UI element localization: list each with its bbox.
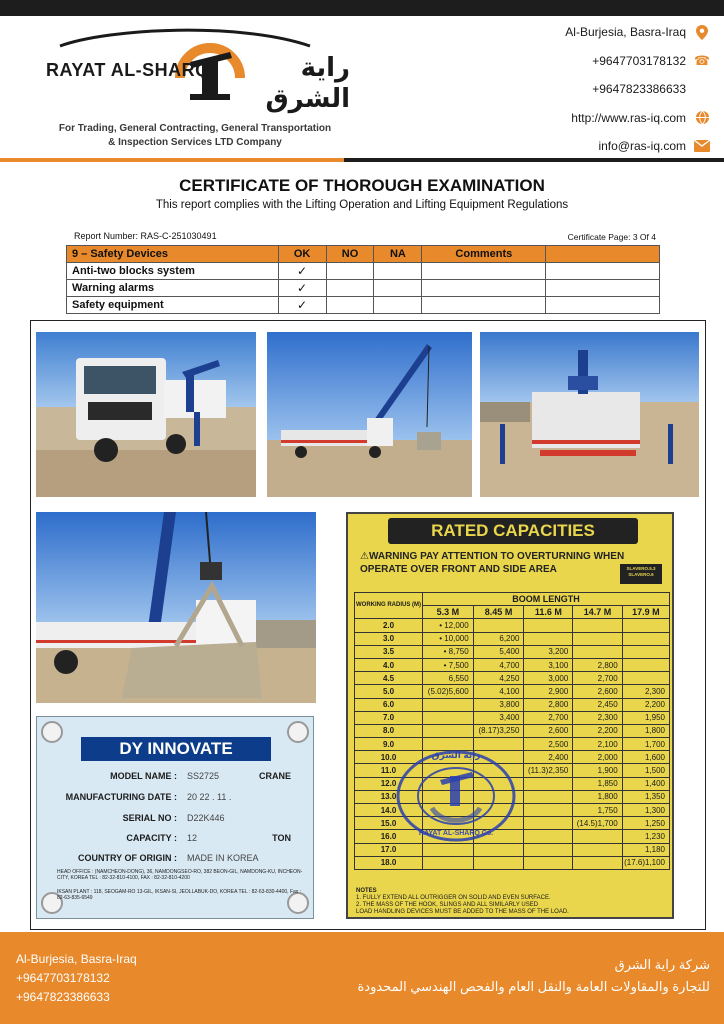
capacity-value: 1,300 xyxy=(622,804,669,817)
capacity-radius: 17.0 xyxy=(355,843,423,856)
capacity-value: 2,200 xyxy=(573,724,622,737)
capacity-value: 1,700 xyxy=(622,738,669,751)
capacity-value xyxy=(622,632,669,645)
plate-field-suffix: TON xyxy=(272,833,291,843)
row-no xyxy=(326,263,374,280)
photo-crane-lifting xyxy=(267,332,472,497)
plate-field xyxy=(57,792,297,802)
row-ok-check: ✓ xyxy=(278,280,326,297)
capacity-notes xyxy=(356,888,668,916)
capacity-plate-title: RATED CAPACITIES xyxy=(388,518,638,544)
photo-truck-front xyxy=(36,332,256,497)
capacity-row xyxy=(355,645,670,658)
capacity-value: 2,500 xyxy=(524,738,573,751)
capacity-value xyxy=(524,817,573,830)
row-extra xyxy=(546,297,660,314)
blank-icon-spacer xyxy=(694,81,710,97)
capacity-value: • 8,750 xyxy=(423,645,474,658)
capacity-value: 1,900 xyxy=(573,764,622,777)
contact-phone-1[interactable] xyxy=(510,47,710,76)
footer-phone-2[interactable]: +9647823386633 xyxy=(16,990,110,1004)
capacity-value: 2,300 xyxy=(622,685,669,698)
header-empty xyxy=(546,246,660,263)
capacity-value xyxy=(622,619,669,632)
capacity-value: 2,700 xyxy=(524,711,573,724)
top-bar xyxy=(0,0,724,16)
capacity-value xyxy=(524,777,573,790)
location-pin-icon xyxy=(694,24,710,40)
contact-website[interactable] xyxy=(510,104,710,133)
header-divider-dark xyxy=(344,158,724,162)
capacity-value: 2,000 xyxy=(573,751,622,764)
footer-contacts xyxy=(16,950,137,1007)
bolt-icon xyxy=(41,721,63,743)
row-item: Warning alarms xyxy=(67,280,279,297)
plate-field-value: MADE IN KOREA xyxy=(187,853,259,863)
stamp-english-text: RAYAT AL-SHARQ Co. xyxy=(418,830,494,837)
capacity-row xyxy=(355,724,670,737)
capacity-value xyxy=(524,830,573,843)
capacity-value xyxy=(524,856,573,869)
capacity-value: • 12,000 xyxy=(423,619,474,632)
capacity-value: 1,350 xyxy=(622,790,669,803)
logo-text-english: RAYAT AL-SHARQ xyxy=(46,60,210,80)
row-na xyxy=(374,280,422,297)
capacity-value xyxy=(622,672,669,685)
globe-icon xyxy=(694,110,710,126)
row-ok-check: ✓ xyxy=(278,263,326,280)
capacity-radius: 18.0 xyxy=(355,856,423,869)
capacity-radius: 5.0 xyxy=(355,685,423,698)
capacity-value: 6,200 xyxy=(473,632,524,645)
capacity-radius: 9.0 xyxy=(355,738,423,751)
capacity-radius: 2.0 xyxy=(355,619,423,632)
plate-field-value: 12 xyxy=(187,833,198,843)
row-comments xyxy=(422,297,546,314)
plate-field-suffix: CRANE xyxy=(258,771,291,781)
footer-address: Al-Burjesia, Basra-Iraq xyxy=(16,952,137,966)
capacity-value xyxy=(573,843,622,856)
plate-field-value: 20 22 . 11 . xyxy=(187,792,232,802)
capacity-value: 2,800 xyxy=(524,698,573,711)
capacity-radius: 4.0 xyxy=(355,658,423,671)
logo-tagline-line-1: For Trading, General Contracting, General Transportation xyxy=(58,123,332,134)
capacity-radius: 15.0 xyxy=(355,817,423,830)
contact-address xyxy=(510,18,710,47)
header-comments: Comments xyxy=(422,246,546,263)
photo-load-test xyxy=(36,512,316,703)
footer-phone-1[interactable]: +9647703178132 xyxy=(16,971,110,985)
capacity-value: 3,800 xyxy=(473,698,524,711)
header-section: 9 – Safety Devices xyxy=(67,246,279,263)
capacity-value: 4,250 xyxy=(473,672,524,685)
safety-devices-table xyxy=(66,245,660,314)
crane-name-plate xyxy=(36,716,314,919)
capacity-value: 3,100 xyxy=(524,658,573,671)
capacity-value: 1,180 xyxy=(622,843,669,856)
contact-phone-1-text[interactable]: +9647703178132 xyxy=(592,53,686,68)
header-ok: OK xyxy=(278,246,326,263)
document-title: CERTIFICATE OF THOROUGH EXAMINATION xyxy=(179,176,545,195)
capacity-radius: 14.0 xyxy=(355,804,423,817)
report-number: Report Number: RAS-C-251030491 xyxy=(74,231,217,241)
capacity-value: 5,400 xyxy=(473,645,524,658)
logo-text-arabic: راية الشرق xyxy=(265,52,350,113)
capacity-value: 1,230 xyxy=(622,830,669,843)
capacity-value xyxy=(524,619,573,632)
header-divider-orange xyxy=(0,158,344,162)
table-row xyxy=(67,280,660,297)
capacity-value: 2,600 xyxy=(524,724,573,737)
row-ok-check: ✓ xyxy=(278,297,326,314)
company-stamp xyxy=(392,746,520,846)
boom-length-header: 11.6 M xyxy=(524,606,573,619)
capacity-value: 1,600 xyxy=(622,751,669,764)
plate-field xyxy=(57,853,297,863)
capacity-value xyxy=(524,790,573,803)
capacity-value: 6,550 xyxy=(423,672,474,685)
table-row xyxy=(67,297,660,314)
row-na xyxy=(374,263,422,280)
capacity-radius: 3.5 xyxy=(355,645,423,658)
capacity-value xyxy=(473,619,524,632)
capacity-radius: 10.0 xyxy=(355,751,423,764)
capacity-radius: 6.0 xyxy=(355,698,423,711)
capacity-radius: 8.0 xyxy=(355,724,423,737)
capacity-note: LOAD HANDLING DEVICES MUST BE ADDED TO THE MASS OF THE LOAD. xyxy=(356,909,569,915)
header-contacts xyxy=(510,18,710,161)
plate-field-key: SERIAL NO : xyxy=(122,813,177,823)
capacity-value: 2,600 xyxy=(573,685,622,698)
boom-length-header: 14.7 M xyxy=(573,606,622,619)
capacity-row xyxy=(355,672,670,685)
capacity-row xyxy=(355,711,670,724)
plate-field xyxy=(57,833,297,843)
plate-iksan-plant: IKSAN PLANT : 118, SEOGAM-RO 13-GIL, IKSAN-SI, JEOLLABUK-DO, KOREA TEL : 82-63-830-4400, Fax : 82-63-835-6549 xyxy=(57,889,302,901)
document-subtitle: This report complies with the Lifting Operation and Lifting Equipment Regulations xyxy=(155,199,569,211)
row-no xyxy=(326,280,374,297)
capacity-radius: 11.0 xyxy=(355,764,423,777)
boom-length-header: 5.3 M xyxy=(423,606,474,619)
capacity-value xyxy=(473,856,524,869)
plate-head-office: HEAD OFFICE : (NAMCHEON-DONG), 36, NAMDONGSEO-RO, 382 BEON-GIL, NAMDONG-KU, INCHEON-CITY, KOREA TEL : 82-32-810-4100, FAX : 82-32-810-4200 xyxy=(57,869,303,881)
capacity-value: 1,850 xyxy=(573,777,622,790)
phone-icon: ☎ xyxy=(693,52,711,68)
capacity-row xyxy=(355,698,670,711)
capacity-radius: 7.0 xyxy=(355,711,423,724)
rated-capacities-plate xyxy=(346,512,674,919)
header-na: NA xyxy=(374,246,422,263)
capacity-value xyxy=(423,711,474,724)
capacity-model-badge: SLAVERO.5.3 SLAVERO.6 xyxy=(620,564,662,584)
row-item: Anti-two blocks system xyxy=(67,263,279,280)
row-no xyxy=(326,297,374,314)
capacity-row xyxy=(355,658,670,671)
capacity-note: 1. FULLY EXTEND ALL OUTRIGGER ON SOLID AND EVEN SURFACE. xyxy=(356,895,551,901)
capacity-value xyxy=(573,645,622,658)
row-extra xyxy=(546,263,660,280)
capacity-value: 4,100 xyxy=(473,685,524,698)
capacity-row xyxy=(355,632,670,645)
contact-phone-2[interactable] xyxy=(510,75,710,104)
bolt-icon xyxy=(287,721,309,743)
capacity-value: 3,200 xyxy=(524,645,573,658)
capacity-value: 2,100 xyxy=(573,738,622,751)
capacity-value xyxy=(423,724,474,737)
capacity-value: 2,700 xyxy=(573,672,622,685)
footer-arabic xyxy=(358,954,711,998)
capacity-value xyxy=(573,856,622,869)
plate-field-key: COUNTRY OF ORIGIN : xyxy=(78,853,177,863)
capacity-value: 1,500 xyxy=(622,764,669,777)
capacity-row xyxy=(355,685,670,698)
capacity-value xyxy=(573,632,622,645)
row-item: Safety equipment xyxy=(67,297,279,314)
boom-length-header: 17.9 M xyxy=(622,606,669,619)
contact-address-text: Al-Burjesia, Basra-Iraq xyxy=(565,25,686,40)
capacity-warning: ⚠WARNING PAY ATTENTION TO OVERTURNING WHEN OPERATE OVER FRONT AND SIDE AREA xyxy=(360,551,625,575)
envelope-icon xyxy=(694,138,710,154)
capacity-notes-title: NOTES xyxy=(356,888,377,894)
table-row xyxy=(67,263,660,280)
row-comments xyxy=(422,280,546,297)
capacity-value: 2,200 xyxy=(622,698,669,711)
plate-field xyxy=(57,771,297,781)
capacity-note: 2. THE MASS OF THE HOOK, SLINGS AND ALL SIMILARLY USED xyxy=(356,902,539,908)
company-logo xyxy=(40,22,350,150)
capacity-value: (8.17)3,250 xyxy=(473,724,524,737)
capacity-radius-header: WORKING RADIUS (M) xyxy=(355,593,423,619)
capacity-value: 1,250 xyxy=(622,817,669,830)
certificate-page: Certificate Page: 3 Of 4 xyxy=(567,232,656,242)
capacity-radius: 4.5 xyxy=(355,672,423,685)
photo-truck-rear xyxy=(480,332,699,497)
capacity-radius: 16.0 xyxy=(355,830,423,843)
capacity-row xyxy=(355,856,670,869)
capacity-value: 3,400 xyxy=(473,711,524,724)
capacity-value xyxy=(524,804,573,817)
capacity-value: (11.3)2,350 xyxy=(524,764,573,777)
capacity-boom-header: BOOM LENGTH xyxy=(423,593,670,606)
boom-length-header: 8.45 M xyxy=(473,606,524,619)
capacity-value: 1,800 xyxy=(573,790,622,803)
capacity-row xyxy=(355,619,670,632)
capacity-value: 2,300 xyxy=(573,711,622,724)
table-header-row xyxy=(67,246,660,263)
capacity-value: (5.02)5,600 xyxy=(423,685,474,698)
header-no: NO xyxy=(326,246,374,263)
footer xyxy=(0,932,724,1024)
capacity-value: 2,450 xyxy=(573,698,622,711)
logo-tagline xyxy=(40,122,350,150)
contact-website-text[interactable]: http://www.ras-iq.com xyxy=(571,110,686,125)
capacity-radius: 13.0 xyxy=(355,790,423,803)
capacity-value: 1,750 xyxy=(573,804,622,817)
capacity-value: • 7,500 xyxy=(423,658,474,671)
capacity-value: 4,700 xyxy=(473,658,524,671)
capacity-value xyxy=(524,843,573,856)
capacity-value: 2,400 xyxy=(524,751,573,764)
capacity-value: 1,950 xyxy=(622,711,669,724)
footer-arabic-company: شركة راية الشرق xyxy=(614,957,710,972)
capacity-value: 1,800 xyxy=(622,724,669,737)
capacity-value xyxy=(524,632,573,645)
row-na xyxy=(374,297,422,314)
row-comments xyxy=(422,263,546,280)
plate-field-value: D22K446 xyxy=(187,813,225,823)
capacity-value: 2,900 xyxy=(524,685,573,698)
capacity-value xyxy=(423,856,474,869)
plate-field-value: SS2725 xyxy=(187,771,220,781)
capacity-value xyxy=(423,698,474,711)
contact-email[interactable] xyxy=(510,132,710,161)
stamp-arabic-text: راية الشرق xyxy=(431,750,481,760)
capacity-value: 1,400 xyxy=(622,777,669,790)
capacity-value xyxy=(573,830,622,843)
capacity-value: 3,000 xyxy=(524,672,573,685)
plate-field-key: MODEL NAME : xyxy=(110,771,177,781)
plate-field-key: CAPACITY : xyxy=(126,833,177,843)
capacity-value: (17.6)1,100 xyxy=(622,856,669,869)
capacity-value: • 10,000 xyxy=(423,632,474,645)
contact-email-text[interactable]: info@ras-iq.com xyxy=(598,139,686,154)
capacity-header-row xyxy=(355,593,670,606)
capacity-radius: 12.0 xyxy=(355,777,423,790)
logo-tagline-line-2: & Inspection Services LTD Company xyxy=(108,137,282,148)
footer-arabic-description: للتجارة والمقاولات العامة والنقل العام والفحص الهندسي المحدودة xyxy=(357,979,710,994)
capacity-value xyxy=(622,658,669,671)
capacity-value xyxy=(622,645,669,658)
plate-field xyxy=(57,813,297,823)
capacity-radius: 3.0 xyxy=(355,632,423,645)
capacity-value xyxy=(573,619,622,632)
contact-phone-2-text[interactable]: +9647823386633 xyxy=(592,82,686,97)
plate-field-key: MANUFACTURING DATE : xyxy=(65,792,177,802)
row-extra xyxy=(546,280,660,297)
plate-brand: DY INNOVATE xyxy=(81,737,271,761)
capacity-value: (14.5)1,700 xyxy=(573,817,622,830)
capacity-value: 2,800 xyxy=(573,658,622,671)
